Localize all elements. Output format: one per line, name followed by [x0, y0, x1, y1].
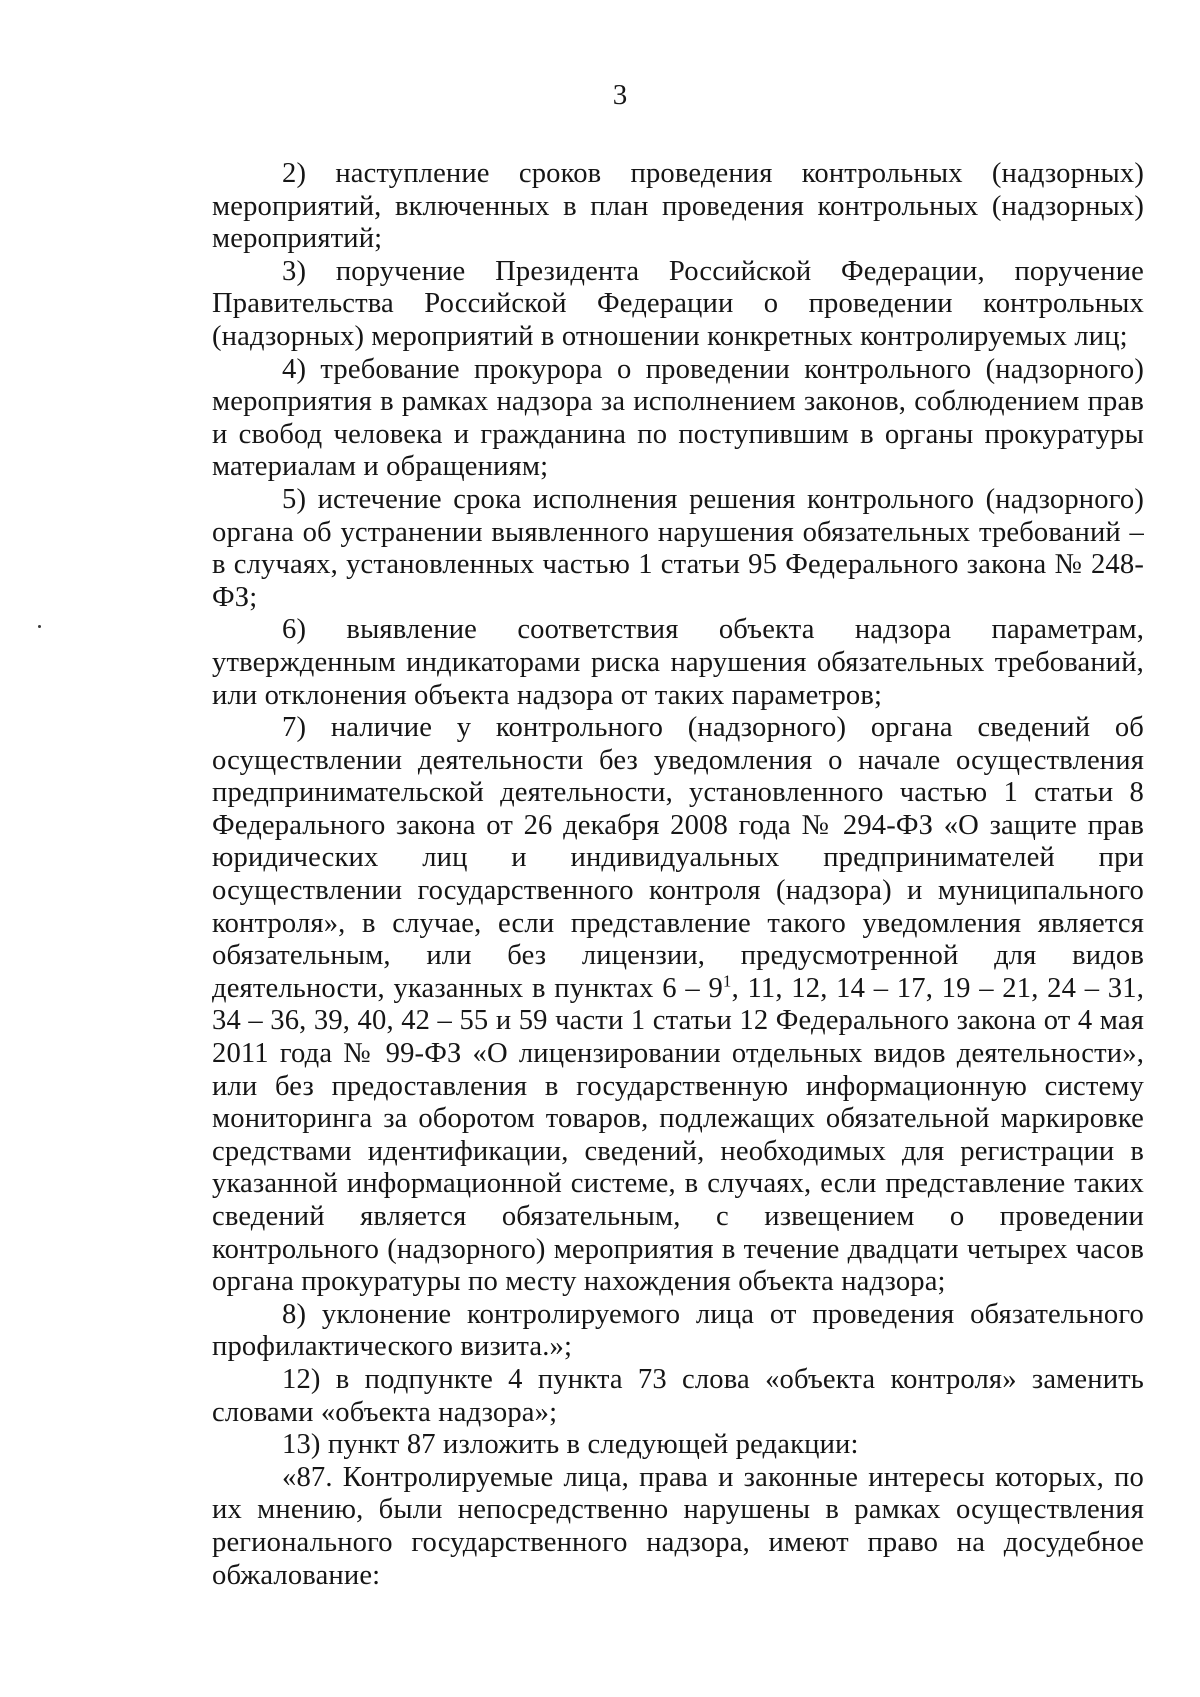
paragraph-item-7-text-b: , 11, 12, 14 – 17, 19 – 21, 24 – 31, 34 – 36, 39, 40, 42 – 55 и 59 части 1 статьи 12 Федерального закона от 4 мая 2011 года № 99-ФЗ «О лицензировании отдельных видов деятельности», или без предоставления в государственную информационную систему мониторинга за оборотом товаров, подлежащих обязательной маркировке средствами идентификации, сведений, необходимых для регистрации в указанной информационной системе, в случаях, если представление таких сведений является обязательным, с извещением о проведении контрольного (надзорного) мероприятия в течение двадцати четырех часов органа прокуратуры по месту нахождения объекта надзора;: [212, 972, 1144, 1298]
paragraph-item-5: 5) истечение срока исполнения решения контрольного (надзорного) органа об устранении выявленного нарушения обязательных требований – в случаях, установленных частью 1 статьи 95 Федерального закона № 248-ФЗ;: [212, 483, 1144, 613]
paragraph-item-87: «87. Контролируемые лица, права и законные интересы которых, по их мнению, были непосредственно нарушены в рамках осуществления регионального государственного надзора, имеют право на досудебное обжалование:: [212, 1461, 1144, 1591]
paragraph-item-8: 8) уклонение контролируемого лица от проведения обязательного профилактического визита.»;: [212, 1298, 1144, 1363]
paragraph-item-6: 6) выявление соответствия объекта надзора параметрам, утвержденным индикаторами риска нарушения обязательных требований, или отклонения объекта надзора от таких параметров;: [212, 614, 1144, 711]
paragraph-item-7-text-a: 7) наличие у контрольного (надзорного) органа сведений об осуществлении деятельности без уведомления о начале осуществления предпринимательской деятельности, установленного частью 1 статьи 8 Федерального закона от 26 декабря 2008 года № 294-ФЗ «О защите прав юридических лиц и индивидуальных предпринимателей при осуществлении государственного контроля (надзора) и муниципального контроля», в случае, если представление такого уведомления является обязательным, или без лицензии, предусмотренной для видов деятельности, указанных в пунктах 6 – 9: [212, 712, 1144, 1004]
page-number: 3: [612, 79, 628, 111]
paragraph-item-2: 2) наступление сроков проведения контрольных (надзорных) мероприятий, включенных в план проведения контрольных (надзорных) мероприятий;: [212, 158, 1144, 255]
superscript-one: 1: [722, 971, 732, 991]
paragraph-item-4: 4) требование прокурора о проведении контрольного (надзорного) мероприятия в рамках надзора за исполнением законов, соблюдением прав и свобод человека и гражданина по поступившим в органы прокуратуры материалам и обращениям;: [212, 353, 1144, 483]
scan-speck: [38, 625, 41, 628]
paragraph-item-13: 13) пункт 87 изложить в следующей редакции:: [282, 1429, 859, 1461]
paragraph-item-3: 3) поручение Президента Российской Федерации, поручение Правительства Российской Федерации о проведении контрольных (надзорных) мероприятий в отношении конкретных контролируемых лиц;: [212, 255, 1144, 352]
paragraph-item-7: [212, 712, 1144, 1299]
document-body: [212, 158, 1144, 1592]
paragraph-item-12: 12) в подпункте 4 пункта 73 слова «объекта контроля» заменить словами «объекта надзора»;: [212, 1363, 1144, 1428]
